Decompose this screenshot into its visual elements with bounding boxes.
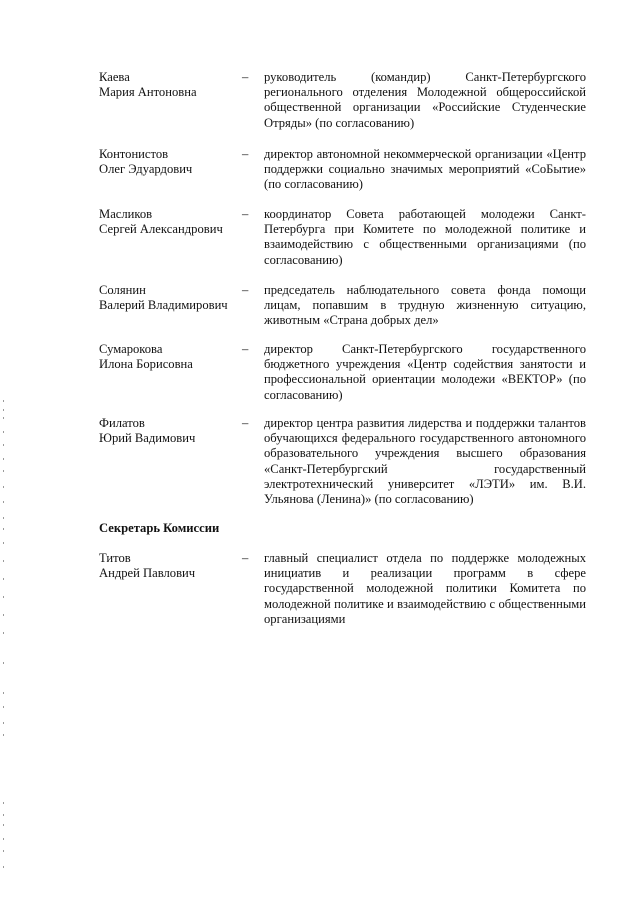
member-role: руководитель (командир) Санкт-Петербургского регионального отделения Молодежной общероссийской общественной организации «Российские Студенческие Отряды» (по согласованию) bbox=[264, 70, 586, 130]
separator-dash: – bbox=[242, 147, 249, 161]
separator-dash: – bbox=[242, 416, 249, 430]
separator-dash: – bbox=[242, 283, 249, 297]
member-given-names: Мария Антоновна bbox=[99, 85, 197, 100]
member-given-names: Юрий Вадимович bbox=[99, 431, 196, 446]
member-name bbox=[99, 147, 239, 177]
member-name bbox=[99, 70, 239, 100]
member-role: директор автономной некоммерческой организации «Центр поддержки социально значимых мероприятий «СоБытие» (по согласованию) bbox=[264, 147, 586, 192]
member-surname: Филатов bbox=[99, 416, 145, 430]
member-surname: Солянин bbox=[99, 283, 146, 297]
member-surname: Контонистов bbox=[99, 147, 169, 161]
separator-dash: – bbox=[242, 551, 249, 565]
secretary-surname: Титов bbox=[99, 551, 131, 565]
member-name bbox=[99, 283, 239, 313]
member-given-names: Илона Борисовна bbox=[99, 357, 193, 372]
separator-dash: – bbox=[242, 342, 249, 356]
member-role: председатель наблюдательного совета фонда помощи лицам, попавшим в трудную жизненную ситуацию, животным «Страна добрых дел» bbox=[264, 283, 586, 328]
member-role: директор центра развития лидерства и поддержки талантов обучающихся федерального государственного автономного образовательного учреждения высшего образования «Санкт-Петербургский государственный электротехнический университет «ЛЭТИ» им. В.И. Ульянова (Ленина)» (по согласованию) bbox=[264, 416, 586, 507]
separator-dash: – bbox=[242, 207, 249, 221]
member-surname: Каева bbox=[99, 70, 130, 84]
member-given-names: Валерий Владимирович bbox=[99, 298, 228, 313]
member-role: директор Санкт-Петербургского государственного бюджетного учреждения «Центр содействия занятости и профессиональной ориентации молодежи «ВЕКТОР» (по согласованию) bbox=[264, 342, 586, 402]
member-surname: Сумарокова bbox=[99, 342, 163, 356]
secretary-given-names: Андрей Павлович bbox=[99, 566, 196, 581]
member-name bbox=[99, 416, 239, 446]
separator-dash: – bbox=[242, 70, 249, 84]
member-role: координатор Совета работающей молодежи Санкт-Петербурга при Комитете по молодежной политике и взаимодействию с общественными организациями (по согласованию) bbox=[264, 207, 586, 267]
secretary-name bbox=[99, 551, 239, 581]
secretary-heading: Секретарь Комиссии bbox=[99, 521, 220, 535]
secretary-role: главный специалист отдела по поддержке молодежных инициатив и реализации программ в сфере государственной молодежной политики Комитета по молодежной политике и взаимодействию с общественными организациями bbox=[264, 551, 586, 626]
member-given-names: Сергей Александрович bbox=[99, 222, 223, 237]
member-given-names: Олег Эдуардович bbox=[99, 162, 193, 177]
member-name bbox=[99, 207, 239, 237]
scan-edge-marks bbox=[3, 400, 9, 880]
member-surname: Масликов bbox=[99, 207, 153, 221]
member-name bbox=[99, 342, 239, 372]
